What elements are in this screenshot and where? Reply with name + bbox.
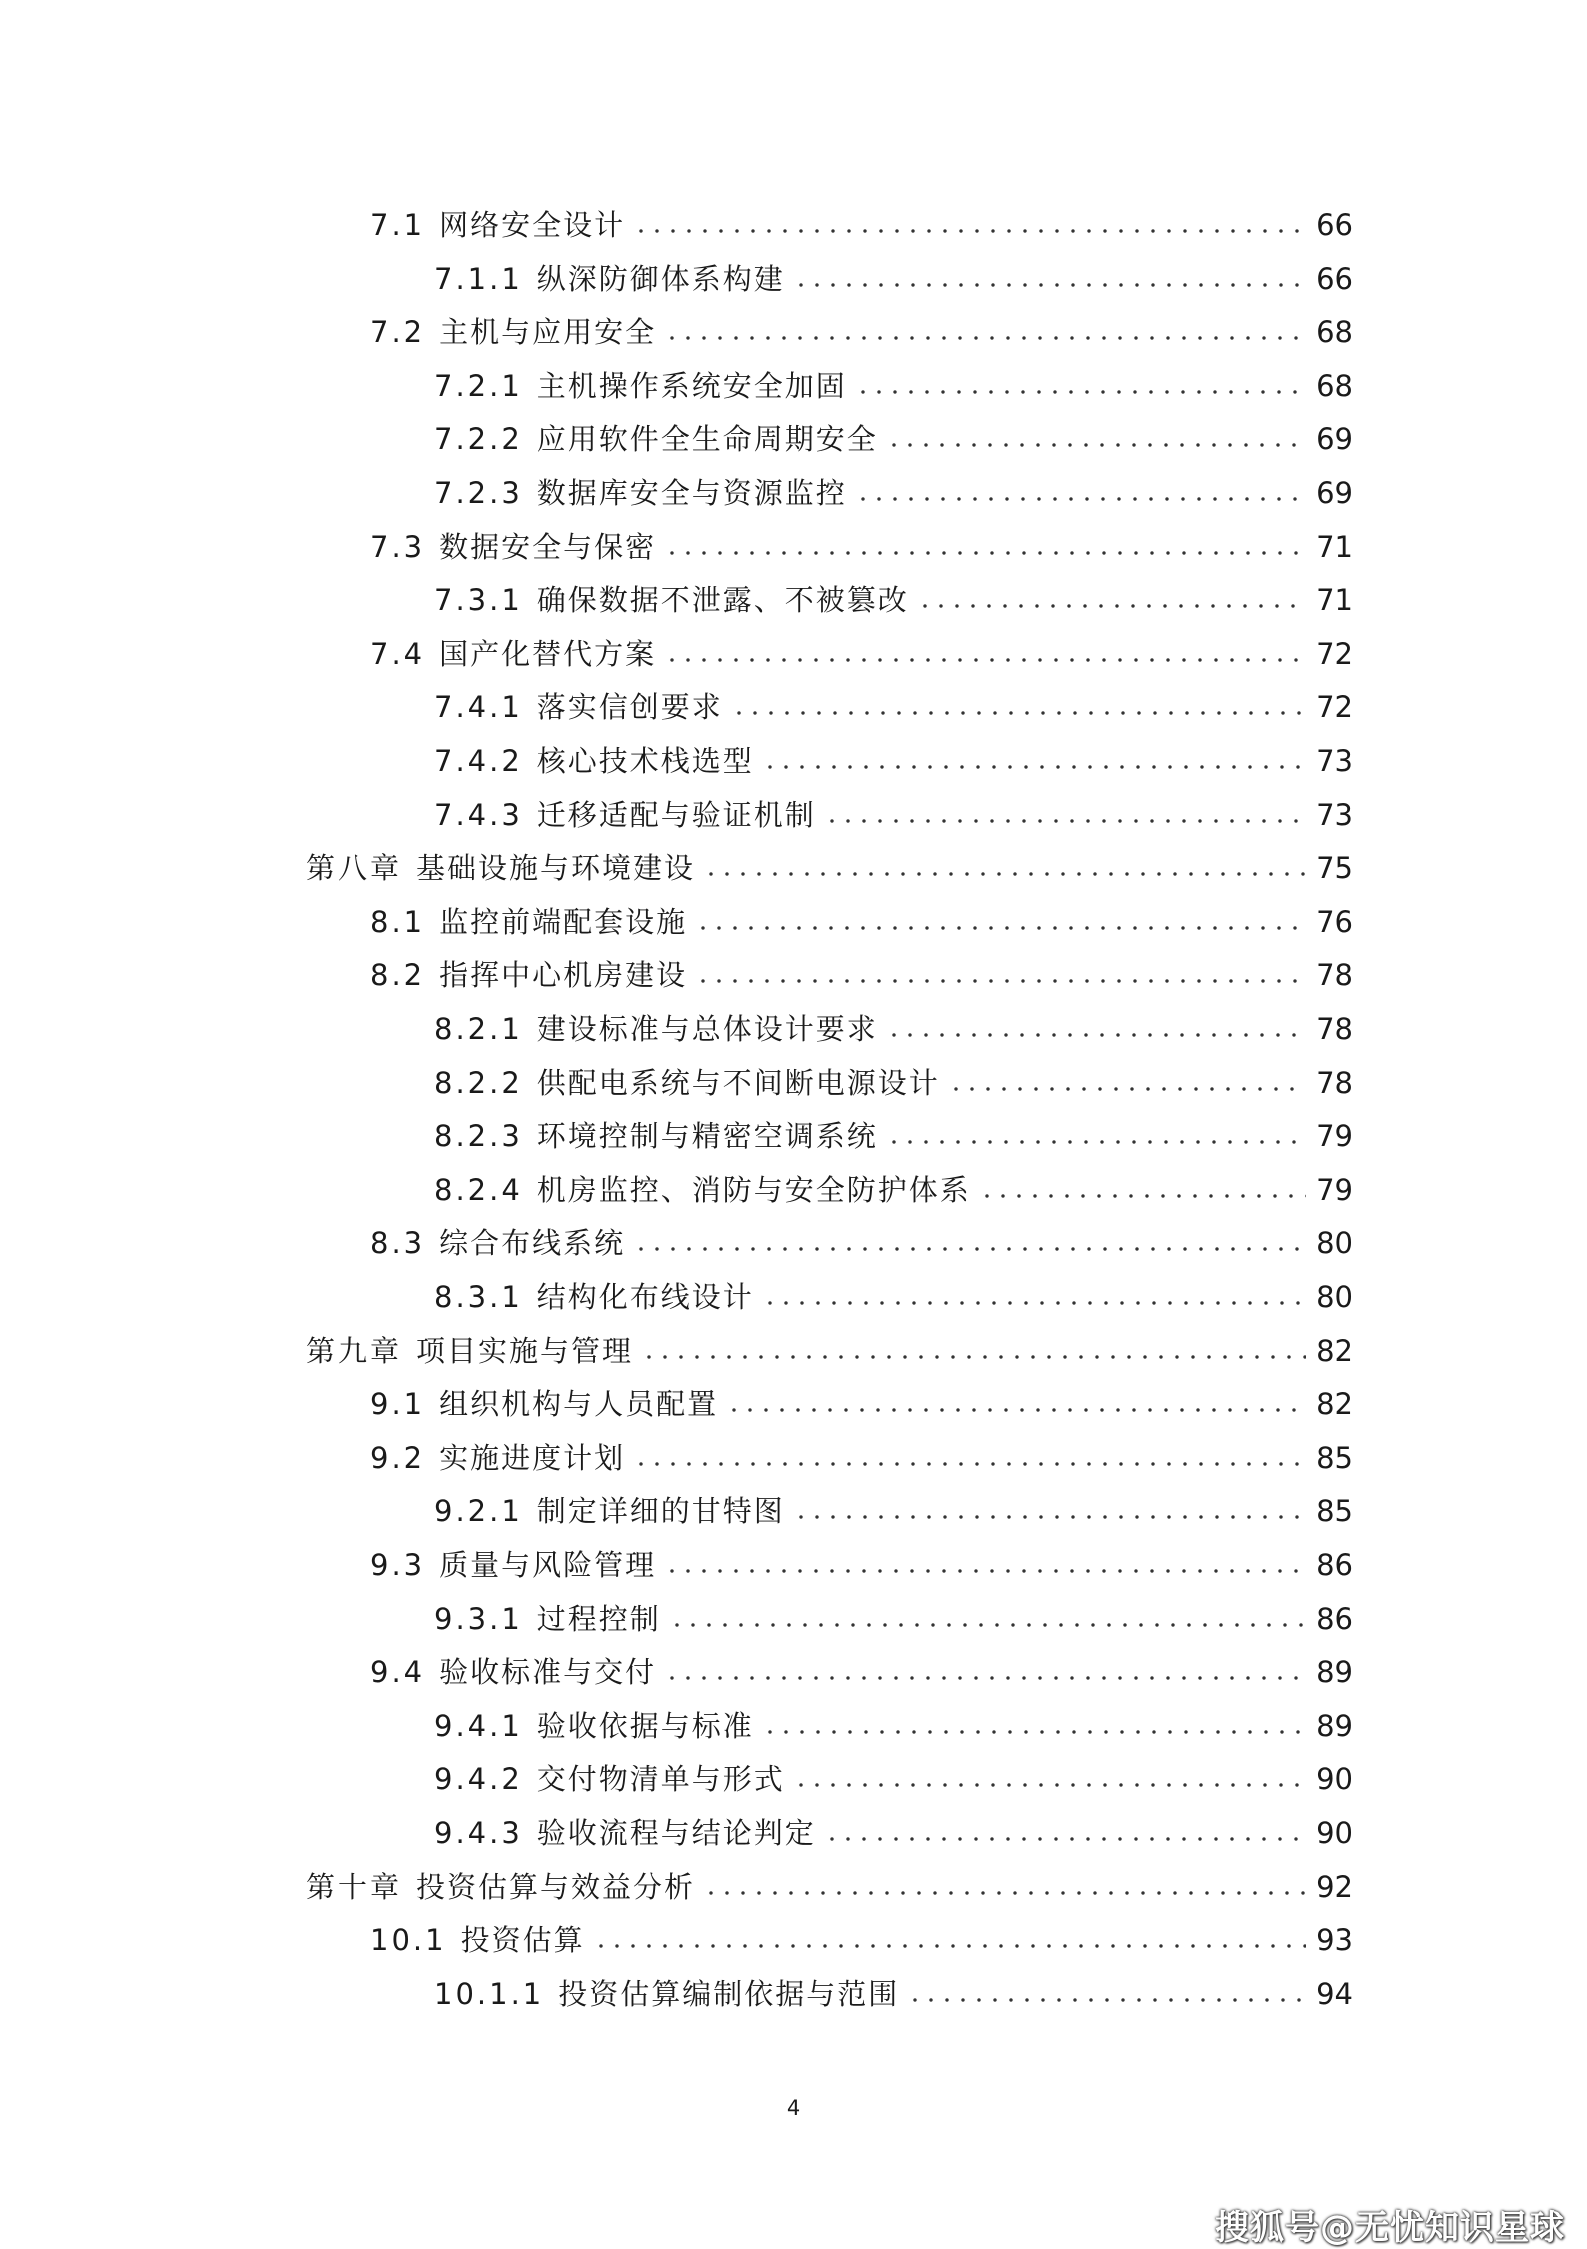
dot-leader (793, 280, 1306, 290)
toc-entry-number: 7.4.1 (434, 690, 523, 725)
toc-entry-page: 69 (1316, 476, 1353, 510)
toc-entry-title: 质量与风险管理 (439, 1548, 657, 1582)
toc-entry-title: 环境控制与精密空调系统 (536, 1119, 878, 1154)
dot-leader (664, 548, 1306, 558)
toc-entry-page: 85 (1316, 1494, 1353, 1529)
dot-leader (664, 655, 1306, 665)
toc-entry-page: 85 (1316, 1440, 1353, 1475)
toc-entry[interactable] (306, 1324, 1353, 1378)
toc-entry-title: 制定详细的甘特图 (536, 1494, 785, 1529)
toc-entry-number: 7.3.1 (434, 583, 523, 618)
toc-entry-title: 确保数据不泄露、不被篡改 (536, 583, 909, 618)
toc-entry-title: 数据安全与保密 (439, 529, 657, 564)
dot-leader (855, 494, 1306, 504)
toc-entry-number: 9.3 (370, 1548, 426, 1582)
toc-entry-number: 9.2.1 (434, 1494, 523, 1529)
toc-entry-title: 数据库安全与资源监控 (536, 476, 847, 510)
toc-entry-page: 76 (1316, 904, 1353, 939)
toc-entry-page: 72 (1316, 690, 1353, 725)
dot-leader (703, 1888, 1306, 1898)
toc-entry-title: 迁移适配与验证机制 (536, 797, 816, 832)
toc-entry-number: 8.2.1 (434, 1012, 523, 1046)
toc-entry-page: 71 (1316, 529, 1353, 564)
toc-entry[interactable] (370, 895, 1353, 949)
toc-entry[interactable] (370, 1645, 1353, 1699)
dot-leader (762, 762, 1306, 772)
dot-leader (948, 1084, 1306, 1094)
toc-entry-title: 综合布线系统 (439, 1226, 626, 1261)
toc-entry-number: 9.4.3 (434, 1816, 523, 1850)
toc-entry[interactable] (434, 1592, 1353, 1646)
toc-entry-page: 68 (1316, 368, 1353, 403)
toc-entry-number: 8.2 (370, 958, 426, 993)
toc-entry[interactable] (370, 1431, 1353, 1485)
toc-entry[interactable] (434, 1056, 1353, 1110)
dot-leader (664, 1673, 1306, 1683)
toc-entry-number: 7.1.1 (434, 261, 523, 296)
dot-leader (886, 1137, 1306, 1147)
toc-entry-number: 8.2.4 (434, 1172, 523, 1207)
dot-leader (641, 1352, 1306, 1362)
toc-entry[interactable] (434, 412, 1353, 466)
toc-entry-title: 指挥中心机房建设 (439, 958, 688, 993)
toc-entry-number: 第八章 (306, 851, 403, 886)
toc-entry-number: 7.4.3 (434, 797, 523, 832)
toc-entry-number: 7.1 (370, 208, 426, 242)
toc-entry-title: 验收流程与结论判定 (536, 1816, 816, 1850)
toc-entry-number: 10.1.1 (434, 1976, 545, 2011)
toc-entry-page: 75 (1316, 851, 1353, 886)
toc-entry[interactable] (434, 1484, 1353, 1538)
toc-entry[interactable] (434, 788, 1353, 842)
toc-entry[interactable] (370, 1913, 1353, 1967)
toc-entry-number: 7.4 (370, 636, 426, 671)
toc-entry-page: 78 (1316, 958, 1353, 993)
toc-entry-number: 7.3 (370, 529, 426, 564)
toc-entry[interactable] (370, 948, 1353, 1002)
dot-leader (762, 1727, 1306, 1737)
toc-entry[interactable] (434, 359, 1353, 413)
toc-entry-title: 项目实施与管理 (416, 1333, 634, 1368)
toc-entry[interactable] (434, 252, 1353, 306)
toc-entry-number: 7.2 (370, 315, 426, 350)
toc-entry-number: 9.2 (370, 1440, 426, 1475)
toc-entry-page: 92 (1316, 1869, 1353, 1904)
toc-entry-title: 监控前端配套设施 (439, 904, 688, 939)
dot-leader (633, 1244, 1306, 1254)
toc-entry-number: 10.1 (370, 1923, 447, 1958)
dot-leader (907, 1995, 1306, 2005)
toc-entry[interactable] (434, 1806, 1353, 1860)
toc-entry[interactable] (370, 198, 1353, 252)
toc-entry-title: 投资估算与效益分析 (416, 1869, 696, 1904)
toc-entry-number: 7.4.2 (434, 744, 523, 778)
toc-entry[interactable] (434, 1699, 1353, 1753)
toc-entry-title: 验收标准与交付 (439, 1655, 657, 1690)
dot-leader (726, 1405, 1306, 1415)
toc-entry-page: 79 (1316, 1172, 1353, 1207)
toc-entry[interactable] (434, 573, 1353, 627)
toc-entry-number: 8.3.1 (434, 1280, 523, 1314)
toc-entry-title: 网络安全设计 (439, 208, 626, 242)
toc-entry-page: 82 (1316, 1333, 1353, 1368)
toc-entry-page: 72 (1316, 636, 1353, 671)
dot-leader (695, 976, 1306, 986)
toc-entry-page: 86 (1316, 1601, 1353, 1636)
toc-entry[interactable] (434, 680, 1353, 734)
toc-entry-page: 93 (1316, 1923, 1353, 1958)
dot-leader (633, 226, 1306, 236)
toc-entry-number: 8.1 (370, 904, 426, 939)
toc-entry[interactable] (434, 1270, 1353, 1324)
toc-entry-page: 73 (1316, 744, 1353, 778)
toc-entry-title: 供配电系统与不间断电源设计 (536, 1065, 940, 1100)
toc-entry-page: 69 (1316, 422, 1353, 457)
toc-entry-title: 纵深防御体系构建 (536, 261, 785, 296)
toc-entry-title: 落实信创要求 (536, 690, 723, 725)
toc-entry-number: 8.2.2 (434, 1065, 523, 1100)
toc-entry-page: 66 (1316, 208, 1353, 242)
dot-leader (886, 1030, 1306, 1040)
toc-entry-title: 应用软件全生命周期安全 (536, 422, 878, 457)
toc-entry[interactable] (370, 1216, 1353, 1270)
toc-entry-page: 89 (1316, 1655, 1353, 1690)
toc-entry-page: 86 (1316, 1548, 1353, 1582)
toc-entry-title: 投资估算编制依据与范围 (558, 1976, 900, 2011)
toc-entry-title: 交付物清单与形式 (536, 1762, 785, 1797)
page-number: 4 (786, 2096, 801, 2120)
toc-entry-title: 过程控制 (536, 1601, 661, 1636)
toc-entry-page: 80 (1316, 1280, 1353, 1314)
toc-entry[interactable] (434, 1163, 1353, 1217)
toc-entry-title: 机房监控、消防与安全防护体系 (536, 1172, 971, 1207)
toc-entry-number: 第十章 (306, 1869, 403, 1904)
toc-entry[interactable] (434, 1109, 1353, 1163)
toc-entry[interactable] (370, 627, 1353, 681)
toc-entry-page: 71 (1316, 583, 1353, 618)
toc-entry-page: 89 (1316, 1708, 1353, 1743)
dot-leader (793, 1512, 1306, 1522)
dot-leader (762, 1298, 1306, 1308)
toc-entry-number: 9.4.1 (434, 1708, 523, 1743)
toc-entry-page: 82 (1316, 1387, 1353, 1422)
toc-entry-title: 建设标准与总体设计要求 (536, 1012, 878, 1046)
dot-leader (793, 1780, 1306, 1790)
dot-leader (593, 1941, 1307, 1951)
toc-entry[interactable] (434, 466, 1353, 520)
toc-entry-title: 主机与应用安全 (439, 315, 657, 350)
toc-entry-page: 90 (1316, 1816, 1353, 1850)
toc-entry[interactable] (434, 1967, 1353, 2021)
toc-entry[interactable] (434, 1752, 1353, 1806)
dot-leader (855, 387, 1306, 397)
toc-entry[interactable] (306, 841, 1353, 895)
dot-leader (664, 1566, 1306, 1576)
toc-entry-number: 9.3.1 (434, 1601, 523, 1636)
toc-entry[interactable] (370, 305, 1353, 359)
toc-entry-page: 68 (1316, 315, 1353, 350)
toc-entry-number: 9.1 (370, 1387, 426, 1422)
dot-leader (703, 869, 1306, 879)
toc-entry-page: 66 (1316, 261, 1353, 296)
dot-leader (824, 816, 1306, 826)
toc-entry-page: 94 (1316, 1976, 1353, 2011)
toc-entry-number: 8.3 (370, 1226, 426, 1261)
dot-leader (633, 1459, 1306, 1469)
toc-entry-number: 7.2.3 (434, 476, 523, 510)
toc-entry-page: 80 (1316, 1226, 1353, 1261)
dot-leader (917, 601, 1306, 611)
toc-entry-title: 主机操作系统安全加固 (536, 368, 847, 403)
toc-entry[interactable] (370, 520, 1353, 574)
toc-entry-page: 90 (1316, 1762, 1353, 1797)
toc-entry-title: 核心技术栈选型 (536, 744, 754, 778)
toc-entry-number: 7.2.2 (434, 422, 523, 457)
toc-entry[interactable] (434, 734, 1353, 788)
toc-entry-page: 79 (1316, 1119, 1353, 1154)
dot-leader (664, 333, 1306, 343)
dot-leader (731, 708, 1306, 718)
toc-entry-title: 投资估算 (460, 1923, 585, 1958)
toc-entry-title: 验收依据与标准 (536, 1708, 754, 1743)
toc-entry-page: 78 (1316, 1065, 1353, 1100)
toc-entry-title: 组织机构与人员配置 (439, 1387, 719, 1422)
toc-entry[interactable] (306, 1860, 1353, 1914)
dot-leader (824, 1834, 1306, 1844)
toc-entry-title: 基础设施与环境建设 (416, 851, 696, 886)
toc-entry-number: 9.4.2 (434, 1762, 523, 1797)
watermark: 搜狐号@无忧知识星球 (1215, 2208, 1565, 2248)
dot-leader (669, 1620, 1306, 1630)
toc-entry-title: 结构化布线设计 (536, 1280, 754, 1314)
toc-entry-page: 78 (1316, 1012, 1353, 1046)
toc-entry-number: 7.2.1 (434, 368, 523, 403)
toc-entry-number: 第九章 (306, 1333, 403, 1368)
toc-entry[interactable] (370, 1538, 1353, 1592)
dot-leader (979, 1191, 1306, 1201)
toc-entry[interactable] (370, 1377, 1353, 1431)
toc-entry-title: 实施进度计划 (439, 1440, 626, 1475)
toc-entry-page: 73 (1316, 797, 1353, 832)
toc-entry-number: 9.4 (370, 1655, 426, 1690)
toc-entry[interactable] (434, 1002, 1353, 1056)
dot-leader (695, 923, 1306, 933)
dot-leader (886, 440, 1306, 450)
toc-entry-number: 8.2.3 (434, 1119, 523, 1154)
toc-entry-title: 国产化替代方案 (439, 636, 657, 671)
